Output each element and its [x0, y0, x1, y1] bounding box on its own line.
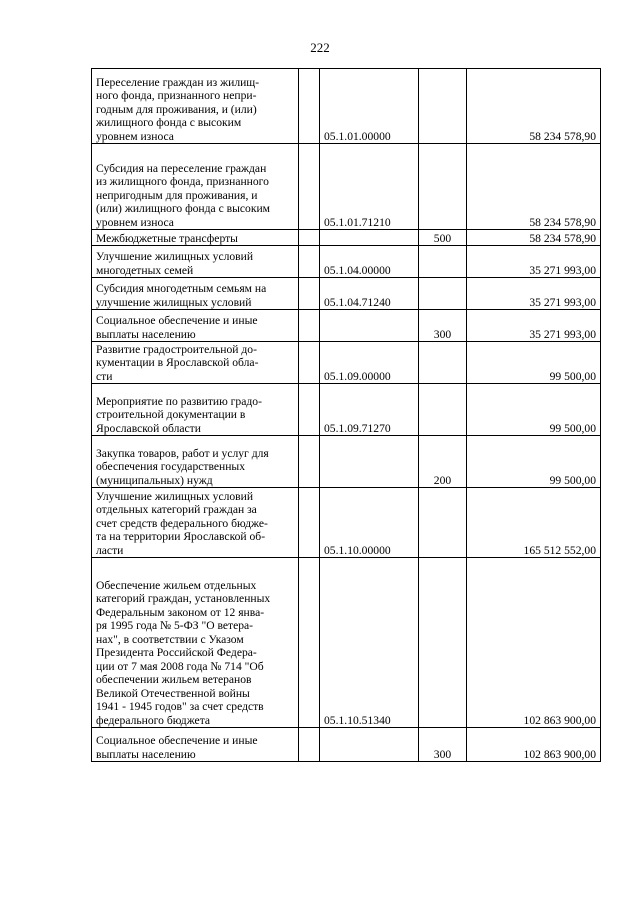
row-amount-cell: 165 512 552,00 [467, 488, 601, 558]
row-code-cell [320, 436, 419, 488]
row-code-cell: 05.1.10.51340 [320, 558, 419, 728]
row-type-cell: 300 [419, 310, 467, 342]
row-empty-cell [299, 246, 320, 278]
row-empty-cell [299, 230, 320, 246]
row-type-cell [419, 278, 467, 310]
row-code-cell: 05.1.09.00000 [320, 342, 419, 384]
row-type-cell [419, 246, 467, 278]
row-amount-cell: 58 234 578,90 [467, 144, 601, 230]
row-empty-cell [299, 488, 320, 558]
table-row [92, 728, 601, 762]
row-amount-cell: 99 500,00 [467, 436, 601, 488]
row-name-cell: Субсидия на переселение граждан из жилищного фонда, признанного непригодным для проживания, и (или) жилищного фонда с высоким уровнем износа [92, 144, 299, 230]
row-amount-cell: 99 500,00 [467, 384, 601, 436]
row-empty-cell [299, 310, 320, 342]
table-row [92, 246, 601, 278]
row-code-cell: 05.1.04.71240 [320, 278, 419, 310]
row-amount-cell: 102 863 900,00 [467, 728, 601, 762]
row-empty-cell [299, 436, 320, 488]
row-empty-cell [299, 342, 320, 384]
row-code-cell: 05.1.09.71270 [320, 384, 419, 436]
row-type-cell: 500 [419, 230, 467, 246]
row-empty-cell [299, 384, 320, 436]
row-empty-cell [299, 558, 320, 728]
page-number: 222 [310, 40, 330, 55]
row-type-cell [419, 488, 467, 558]
row-name-cell: Мероприятие по развитию градо- строительной документации в Ярославской области [92, 384, 299, 436]
row-type-cell: 200 [419, 436, 467, 488]
table-row [92, 310, 601, 342]
row-name-cell: Развитие градостроительной до- кументации в Ярославской обла- сти [92, 342, 299, 384]
row-code-cell: 05.1.01.00000 [320, 69, 419, 144]
row-empty-cell [299, 278, 320, 310]
table-row [92, 342, 601, 384]
row-amount-cell: 58 234 578,90 [467, 69, 601, 144]
row-empty-cell [299, 144, 320, 230]
row-amount-cell: 35 271 993,00 [467, 246, 601, 278]
row-amount-cell: 35 271 993,00 [467, 310, 601, 342]
row-code-cell [320, 230, 419, 246]
row-name-cell: Обеспечение жильем отдельных категорий граждан, установленных Федеральным законом от 12 янва- ря 1995 года № 5-ФЗ "О ветера- нах", в соответствии с Указом Президента Российской Федера- ции от 7 мая 2008 года № 714 "Об обеспечении жильем ветеранов Великой Отечественной войны 1941 - 1945 годов" за счет средств федерального бюджета [92, 558, 299, 728]
table-row [92, 230, 601, 246]
row-type-cell [419, 342, 467, 384]
row-empty-cell [299, 69, 320, 144]
row-type-cell [419, 69, 467, 144]
row-empty-cell [299, 728, 320, 762]
row-amount-cell: 102 863 900,00 [467, 558, 601, 728]
row-amount-cell: 58 234 578,90 [467, 230, 601, 246]
row-type-cell: 300 [419, 728, 467, 762]
budget-table [91, 68, 601, 762]
table-row [92, 384, 601, 436]
row-name-cell: Социальное обеспечение и иные выплаты населению [92, 728, 299, 762]
row-name-cell: Субсидия многодетным семьям на улучшение жилищных условий [92, 278, 299, 310]
row-name-cell: Улучшение жилищных условий многодетных семей [92, 246, 299, 278]
row-type-cell [419, 558, 467, 728]
row-amount-cell: 99 500,00 [467, 342, 601, 384]
row-type-cell [419, 384, 467, 436]
row-code-cell: 05.1.10.00000 [320, 488, 419, 558]
row-name-cell: Межбюджетные трансферты [92, 230, 299, 246]
table-row [92, 144, 601, 230]
row-code-cell [320, 310, 419, 342]
row-name-cell: Закупка товаров, работ и услуг для обеспечения государственных (муниципальных) нужд [92, 436, 299, 488]
row-type-cell [419, 144, 467, 230]
table-row [92, 69, 601, 144]
table-row [92, 488, 601, 558]
row-code-cell: 05.1.01.71210 [320, 144, 419, 230]
table-row [92, 558, 601, 728]
row-amount-cell: 35 271 993,00 [467, 278, 601, 310]
budget-table-body [92, 69, 601, 762]
row-name-cell: Переселение граждан из жилищ- ного фонда, признанного непри- годным для проживания, и (или) жилищного фонда с высоким уровнем износа [92, 69, 299, 144]
row-code-cell: 05.1.04.00000 [320, 246, 419, 278]
row-name-cell: Социальное обеспечение и иные выплаты населению [92, 310, 299, 342]
row-code-cell [320, 728, 419, 762]
row-name-cell: Улучшение жилищных условий отдельных категорий граждан за счет средств федерального бюдже- та на территории Ярославской об- ласти [92, 488, 299, 558]
table-row [92, 436, 601, 488]
table-row [92, 278, 601, 310]
